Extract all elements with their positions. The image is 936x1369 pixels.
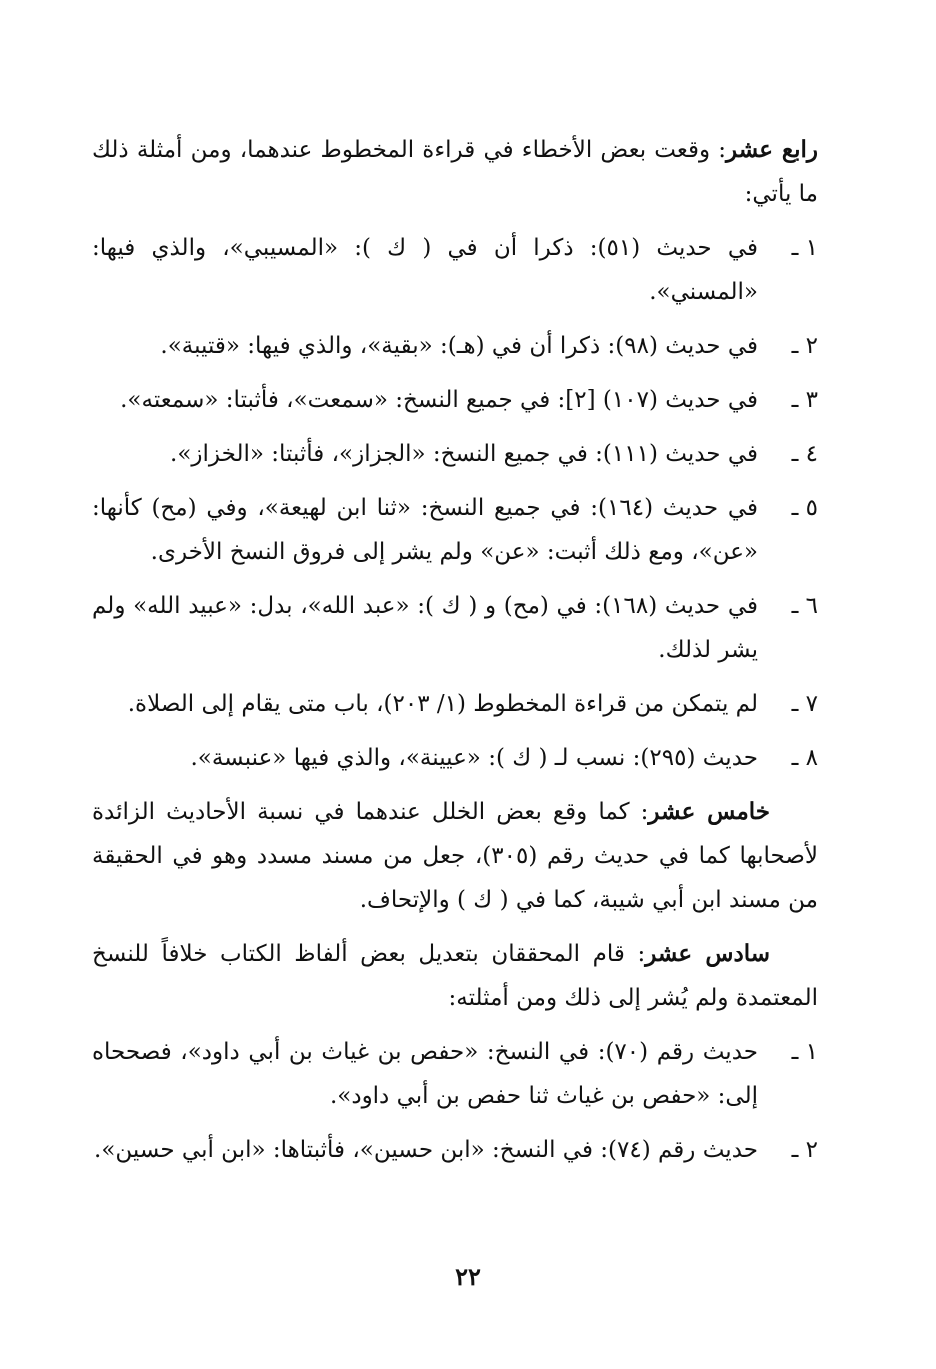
- list-item-14-5: [92, 486, 818, 574]
- list-item-14-6: [92, 584, 818, 672]
- list-item-text: حديث (٢٩٥): نسب لـ ( ك ): «عيينة»، والذي فيها «عنبسة».: [190, 745, 758, 771]
- list-item-number: ٤ ـ: [791, 441, 818, 467]
- list-item-text: حديث رقم (٧٠): في النسخ: «حفص بن غياث بن أبي داود»، فصححاه إلى: «حفص بن غياث ثنا حفص بن أبي داود».: [92, 1039, 758, 1109]
- list-item-text: لم يتمكن من قراءة المخطوط (١/ ٢٠٣)، باب متى يقام إلى الصلاة.: [127, 691, 758, 717]
- list-item-14-1: [92, 226, 818, 314]
- list-item-text: في حديث (٥١): ذكرا أن في ( ك ): «المسيبي»، والذي فيها: «المسني».: [92, 235, 758, 305]
- section-16-text: : قام المحققان بتعديل بعض ألفاظ الكتاب خلافاً للنسخ المعتمدة ولم يُشر إلى ذلك ومن أمثلته:: [92, 941, 818, 1011]
- section-14-text: : وقعت بعض الأخطاء في قراءة المخطوط عندهما، ومن أمثلة ذلك ما يأتي:: [92, 137, 818, 207]
- list-item-text: في حديث (١٠٧) [٢]: في جميع النسخ: «سمعت»، فأثبتا: «سمعته».: [120, 387, 758, 413]
- list-item-14-2: [92, 324, 818, 368]
- list-item-number: ٥ ـ: [791, 495, 818, 521]
- list-item-number: ١ ـ: [791, 1039, 818, 1065]
- section-16-intro: [92, 932, 818, 1020]
- list-item-number: ١ ـ: [791, 235, 818, 261]
- list-item-number: ٢ ـ: [791, 333, 818, 359]
- list-item-14-7: [92, 682, 818, 726]
- list-item-text: في حديث (١٦٤): في جميع النسخ: «ثنا ابن لهيعة»، وفي (مح) كأنها: «عن»، ومع ذلك أثبت: «عن» ولم يشر إلى فروق النسخ الأخرى.: [92, 495, 758, 565]
- list-item-number: ٧ ـ: [791, 691, 818, 717]
- section-14-heading: رابع عشر: [726, 136, 818, 163]
- list-item-16-2: [92, 1128, 818, 1172]
- list-item-text: في حديث (١١١): في جميع النسخ: «الجزاز»، فأثبتا: «الخزاز».: [170, 441, 758, 467]
- section-15-heading: خامس عشر: [648, 798, 770, 825]
- section-14-intro: [92, 128, 818, 216]
- list-item-number: ٢ ـ: [791, 1137, 818, 1163]
- list-item-text: حديث رقم (٧٤): في النسخ: «ابن حسين»، فأثبتاها: «ابن أبي حسين».: [94, 1137, 758, 1163]
- list-item-text: في حديث (١٦٨): في (مح) و ( ك ): «عبد الله»، بدل: «عبيد الله» ولم يشر لذلك.: [92, 593, 758, 663]
- list-item-14-3: [92, 378, 818, 422]
- list-item-text: في حديث (٩٨): ذكرا أن في (هـ): «بقية»، والذي فيها: «قتيبة».: [160, 333, 758, 359]
- list-item-14-4: [92, 432, 818, 476]
- list-item-14-8: [92, 736, 818, 780]
- list-item-number: ٨ ـ: [791, 745, 818, 771]
- section-15-text: : كما وقع بعض الخلل عندهما في نسبة الأحاديث الزائدة لأصحابها كما في حديث رقم (٣٠٥)، جعل من مسند مسدد وهو في الحقيقة من مسند ابن أبي شيبة، كما في ( ك ) والإتحاف.: [92, 799, 818, 913]
- page-body: [92, 128, 818, 1182]
- section-16-heading: سادس عشر: [645, 940, 770, 967]
- list-item-16-1: [92, 1030, 818, 1118]
- list-item-number: ٣ ـ: [791, 387, 818, 413]
- list-item-number: ٦ ـ: [791, 593, 818, 619]
- section-15-paragraph: [92, 790, 818, 922]
- page-number: ٢٢: [455, 1262, 481, 1291]
